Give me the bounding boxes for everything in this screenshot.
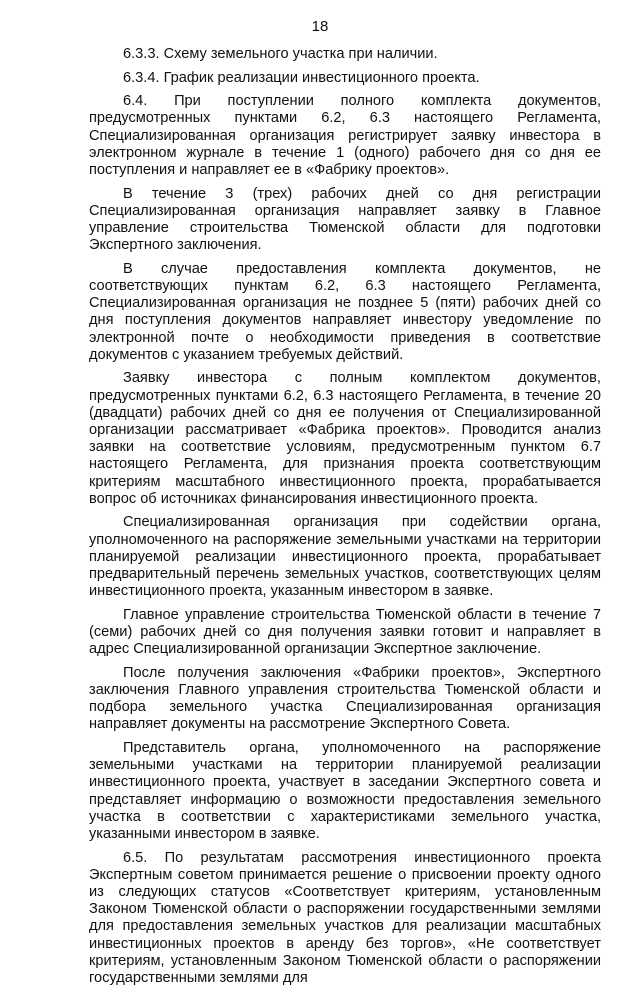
paragraph-6-4: 6.4. При поступлении полного комплекта документов, предусмотренных пунктами 6.2, 6.3 настоящего Регламента, Специализированная организация регистрирует заявку инвестора в электронном журнале в течение 1 (одного) рабочего дня со дня ее поступления и направляет ее в «Фабрику проектов». — [89, 93, 601, 178]
paragraph-incomplete-documents: В случае предоставления комплекта документов, не соответствующих пунктам 6.2, 6.3 настоящего Регламента, Специализированная организация не позднее 5 (пяти) рабочих дней со дня поступления документов направляет инвестору уведомление по электронной почте о необходимости приведения в соответствие документов с указанием требуемых действий. — [89, 260, 601, 363]
paragraph-expert-conclusion: Главное управление строительства Тюменской области в течение 7 (семи) рабочих дней со дня получения заявки готовит и направляет в адрес Специализированной организации Экспертное заключение. — [89, 606, 601, 658]
paragraph-6-3-3: 6.3.3. Схему земельного участка при наличии. — [123, 46, 438, 62]
page-number: 18 — [311, 18, 329, 35]
paragraph-land-plots-selection: Специализированная организация при содействии органа, уполномоченного на распоряжение земельными участками на территории планируемой реализации инвестиционного проекта, прорабатывает предварительный перечень земельных участков, соответствующих целям инвестиционного проекта, указанным инвестором в заявке. — [89, 514, 601, 600]
paragraph-project-factory-review: Заявку инвестора с полным комплектом документов, предусмотренных пунктами 6.2, 6.3 настоящего Регламента, в течение 20 (двадцати) рабочих дней со дня ее получения от Специализированной организации рассматривает «Фабрика проектов». Проводится анализ заявки на соответствие условиям, предусмотренным пунктом 6.7 настоящего Регламента, для признания проекта соответствующим критериям масштабного инвестиционного проекта, прорабатывается вопрос об источниках финансирования инвестиционного проекта. — [89, 370, 601, 507]
document-body — [89, 46, 601, 994]
paragraph-6-3-4: 6.3.4. График реализации инвестиционного проекта. — [123, 69, 480, 86]
paragraph-6-5: 6.5. По результатам рассмотрения инвестиционного проекта Экспертным советом принимается решение о присвоении проекту одного из следующих статусов «Соответствует критериям, установленным Законом Тюменской области о распоряжении государственными землями для предоставления земельных участков для реализации масштабных инвестиционных проектов в аренду без торгов», «Не соответствует критериям, установленным Законом Тюменской области о распоряжении государственными землями для — [89, 849, 601, 987]
paragraph-authority-representative: Представитель органа, уполномоченного на распоряжение земельными участками на территории планируемой реализации инвестиционного проекта, участвует в заседании Экспертного совета и представляет информацию о возможности предоставления земельного участка в соответствии с характеристиками земельного участка, указанными инвестором в заявке. — [89, 740, 601, 843]
paragraph-expert-council-submission: После получения заключения «Фабрики проектов», Экспертного заключения Главного управления строительства Тюменской области и подбора земельного участка Специализированная организация направляет документы на рассмотрение Экспертного Совета. — [89, 664, 601, 733]
paragraph-registration-deadline: В течение 3 (трех) рабочих дней со дня регистрации Специализированная организация направляет заявку в Главное управление строительства Тюменской области для подготовки Экспертного заключения. — [89, 185, 601, 254]
